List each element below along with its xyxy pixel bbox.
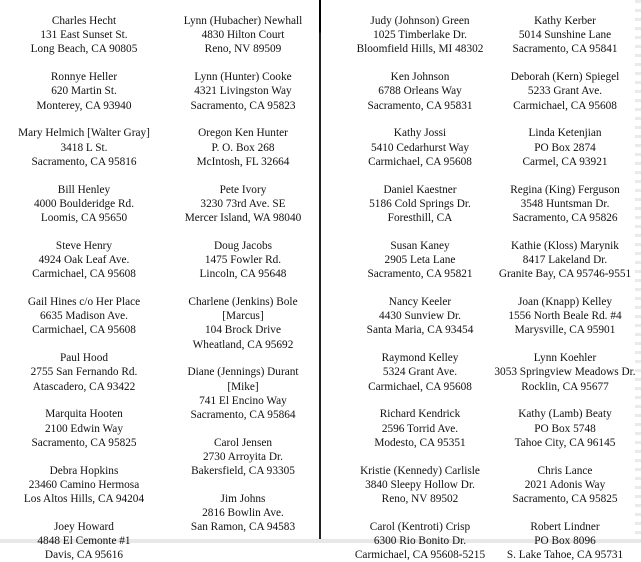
entry-address-line: Lincoln, CA 95648: [199, 268, 287, 281]
entry-address-line: 2021 Adonis Way: [524, 478, 606, 491]
entry-address-line: Sacramento, CA 95825: [31, 436, 137, 449]
entry-address-line: 2596 Torrid Ave.: [381, 422, 459, 435]
address-entry: [4, 239, 164, 282]
entry-address-line: 6788 Orleans Way: [378, 85, 462, 98]
entry-address-line: 1556 North Beale Rd. #4: [508, 310, 622, 323]
entry-address-line: Long Beach, CA 90805: [30, 43, 138, 56]
entry-address-line: Bloomfield Hills, MI 48302: [356, 43, 484, 56]
entry-address-line: 5324 Grant Ave.: [382, 366, 458, 379]
entry-address-line: Carmel, CA 93921: [522, 155, 608, 168]
address-entry: [492, 351, 638, 394]
address-entry: [344, 351, 496, 394]
address-entry: [344, 183, 496, 226]
entry-address-line: PO Box 8096: [534, 535, 596, 548]
address-entry: [4, 126, 164, 169]
entry-name: Lynn Koehler: [533, 352, 597, 365]
entry-address-line: Los Altos Hills, CA 94204: [23, 493, 145, 506]
address-entry: [4, 407, 164, 450]
entry-address-line: 2905 Leta Lane: [384, 254, 456, 267]
entry-address-line: 4430 Sunview Dr.: [379, 310, 461, 323]
entry-address-line: 4830 Hilton Court: [201, 29, 285, 42]
entry-name: Charlene (Jenkins) Bole: [188, 296, 298, 309]
entry-address-line: Reno, NV 89509: [204, 43, 282, 56]
entry-name: Joan (Knapp) Kelley: [517, 296, 613, 309]
address-entry: [166, 436, 320, 479]
address-entry: [344, 520, 496, 562]
entry-name: Richard Kendrick: [379, 408, 461, 421]
entry-name: Ken Johnson: [390, 71, 450, 84]
address-entry: [4, 351, 164, 394]
entry-name: Jim Johns: [220, 493, 266, 506]
entry-name: Linda Ketenjian: [528, 127, 602, 140]
entry-address-line: [Marcus]: [222, 310, 264, 323]
entry-address-line: P. O. Box 268: [211, 141, 275, 154]
entry-name: Marquita Hooten: [45, 408, 123, 421]
entry-name: Lynn (Hunter) Cooke: [194, 71, 292, 84]
entry-address-line: 4848 El Cemonte #1: [37, 535, 131, 548]
entry-address-line: Marysville, CA 95901: [514, 324, 616, 337]
entry-address-line: Reno, NV 89502: [381, 493, 459, 506]
address-entry: [492, 14, 638, 57]
address-column-1: [4, 14, 164, 562]
entry-name: Kristie (Kennedy) Carlisle: [360, 464, 480, 477]
entry-name: Steve Henry: [55, 239, 113, 252]
entry-address-line: Sacramento, CA 95816: [31, 155, 137, 168]
entry-name: Oregon Ken Hunter: [198, 127, 288, 140]
address-column-3: [344, 14, 496, 562]
entry-address-line: 2100 Edwin Way: [45, 422, 123, 435]
entry-name: Deborah (Kern) Spiegel: [510, 71, 620, 84]
entry-address-line: 5410 Cedarhurst Way: [370, 141, 470, 154]
entry-name: Lynn (Hubacher) Newhall: [183, 15, 303, 27]
entry-address-line: Sacramento, CA 95864: [190, 409, 296, 422]
entry-address-line: Sacramento, CA 95831: [367, 99, 473, 112]
entry-address-line: 23460 Camino Hermosa: [28, 478, 140, 491]
entry-address-line: 3840 Sleepy Hollow Dr.: [365, 478, 475, 491]
entry-name: Kathy (Lamb) Beaty: [518, 408, 612, 421]
address-entry: [492, 126, 638, 169]
address-entry: [344, 70, 496, 113]
address-entry: [166, 492, 320, 535]
entry-address-line: San Ramon, CA 94583: [190, 521, 296, 534]
entry-address-line: 1025 Timberlake Dr.: [373, 29, 467, 42]
entry-address-line: Loomis, CA 95650: [40, 212, 128, 225]
address-entry: [166, 14, 320, 57]
entry-address-line: [Mike]: [227, 380, 259, 393]
entry-address-line: Mercer Island, WA 98040: [184, 212, 302, 225]
address-entry: [166, 183, 320, 226]
entry-address-line: Foresthill, CA: [387, 212, 453, 225]
address-entry: [166, 365, 320, 422]
address-entry: [344, 295, 496, 338]
entry-address-line: Davis, CA 95616: [44, 549, 124, 562]
address-entry: [166, 126, 320, 169]
entry-address-line: 8417 Lakeland Dr.: [522, 254, 608, 267]
entry-address-line: 2816 Bowlin Ave.: [202, 507, 284, 520]
entry-address-line: Sacramento, CA 95825: [512, 493, 618, 506]
entry-address-line: 3053 Springview Meadows Dr.: [494, 366, 636, 379]
address-entry: [166, 239, 320, 282]
entry-address-line: Monterey, CA 93940: [36, 99, 132, 112]
entry-name: Nancy Keeler: [388, 296, 452, 309]
entry-address-line: 2730 Arroyita Dr.: [202, 451, 283, 464]
entry-name: Robert Lindner: [530, 520, 600, 533]
entry-address-line: Sacramento, CA 95841: [512, 43, 618, 56]
entry-address-line: McIntosh, FL 32664: [196, 155, 290, 168]
address-entry: [4, 295, 164, 338]
entry-address-line: Carmichael, CA 95608: [513, 99, 617, 112]
address-entry: [344, 464, 496, 507]
entry-address-line: 2755 San Fernando Rd.: [30, 366, 138, 379]
address-entry: [492, 520, 638, 562]
entry-name: Joey Howard: [54, 520, 114, 533]
address-column-2: [166, 14, 320, 535]
entry-name: Daniel Kaestner: [383, 183, 457, 196]
entry-address-line: Tahoe City, CA 96145: [514, 436, 616, 449]
entry-address-line: Sacramento, CA 95821: [367, 268, 473, 281]
entry-name: Bill Henley: [57, 183, 111, 196]
address-column-4: [492, 14, 638, 562]
address-entry: [4, 183, 164, 226]
address-entry: [4, 464, 164, 507]
entry-address-line: Atascadero, CA 93422: [32, 380, 136, 393]
address-entry: [344, 239, 496, 282]
entry-name: Mary Helmich [Walter Gray]: [18, 127, 150, 140]
address-entry: [492, 183, 638, 226]
entry-address-line: 5186 Cold Springs Dr.: [369, 197, 471, 210]
address-entry: [166, 295, 320, 352]
entry-address-line: Carmichael, CA 95608: [32, 268, 136, 281]
entry-address-line: 5014 Sunshine Lane: [518, 29, 612, 42]
entry-address-line: 5233 Grant Ave.: [527, 85, 603, 98]
address-entry: [166, 70, 320, 113]
entry-name: Pete Ivory: [219, 183, 267, 196]
address-entry: [4, 70, 164, 113]
address-entry: [4, 520, 164, 562]
entry-name: Kathy Jossi: [393, 127, 447, 140]
address-entry: [492, 407, 638, 450]
entry-address-line: 6635 Madison Ave.: [40, 310, 128, 323]
address-entry: [492, 70, 638, 113]
entry-name: Debra Hopkins: [49, 464, 119, 477]
entry-address-line: 4924 Oak Leaf Ave.: [38, 254, 130, 267]
entry-name: Chris Lance: [537, 464, 593, 477]
entry-address-line: 3230 73rd Ave. SE: [200, 197, 286, 210]
address-entry: [4, 14, 164, 57]
entry-address-line: S. Lake Tahoe, CA 95731: [506, 549, 624, 562]
entry-name: Kathie (Kloss) Marynik: [511, 239, 619, 252]
address-entry: [344, 126, 496, 169]
entry-address-line: Santa Maria, CA 93454: [366, 324, 474, 337]
address-entry: [492, 295, 638, 338]
entry-address-line: Carmichael, CA 95608: [368, 155, 472, 168]
entry-address-line: 620 Martin St.: [51, 85, 117, 98]
entry-name: Kathy Kerber: [534, 15, 596, 27]
entry-name: Regina (King) Ferguson: [510, 183, 620, 196]
entry-address-line: 131 East Sunset St.: [40, 29, 128, 42]
entry-address-line: 4000 Boulderidge Rd.: [33, 197, 135, 210]
entry-address-line: 1475 Fowler Rd.: [204, 254, 282, 267]
entry-address-line: 104 Brock Drive: [205, 324, 281, 337]
entry-address-line: 6300 Rio Bonito Dr.: [373, 535, 467, 548]
entry-address-line: 4321 Livingston Way: [194, 85, 292, 98]
entry-address-line: 741 El Encino Way: [199, 394, 287, 407]
entry-address-line: Sacramento, CA 95826: [512, 212, 618, 225]
entry-name: Carol Jensen: [213, 436, 273, 449]
entry-name: Gail Hines c/o Her Place: [27, 296, 141, 309]
address-entry: [492, 239, 638, 282]
entry-address-line: Bakersfield, CA 93305: [191, 465, 295, 478]
entry-name: Susan Kaney: [390, 239, 450, 252]
entry-address-line: PO Box 5748: [534, 422, 596, 435]
entry-address-line: 3548 Huntsman Dr.: [520, 197, 610, 210]
entry-name: Carol (Kentroti) Crisp: [369, 520, 471, 533]
entry-address-line: Carmichael, CA 95608: [32, 324, 136, 337]
entry-address-line: Granite Bay, CA 95746-9551: [498, 268, 632, 281]
entry-name: Ronnye Heller: [50, 71, 118, 84]
entry-name: Paul Hood: [59, 352, 108, 365]
entry-address-line: Rocklin, CA 95677: [521, 380, 609, 393]
address-entry: [344, 407, 496, 450]
entry-address-line: 3418 L St.: [60, 141, 108, 154]
entry-name: Diane (Jennings) Durant: [187, 366, 299, 379]
entry-name: Judy (Johnson) Green: [370, 15, 470, 27]
address-entry: [492, 464, 638, 507]
address-entry: [344, 14, 496, 57]
entry-address-line: Carmichael, CA 95608-5215: [354, 549, 486, 562]
entry-name: Charles Hecht: [51, 15, 117, 27]
entry-address-line: Wheatland, CA 95692: [192, 338, 294, 351]
entry-address-line: PO Box 2874: [534, 141, 596, 154]
entry-address-line: Carmichael, CA 95608: [368, 380, 472, 393]
entry-address-line: Sacramento, CA 95823: [190, 99, 296, 112]
entry-name: Raymond Kelley: [381, 352, 459, 365]
entry-address-line: Modesto, CA 95351: [374, 436, 466, 449]
entry-name: Doug Jacobs: [213, 239, 273, 252]
